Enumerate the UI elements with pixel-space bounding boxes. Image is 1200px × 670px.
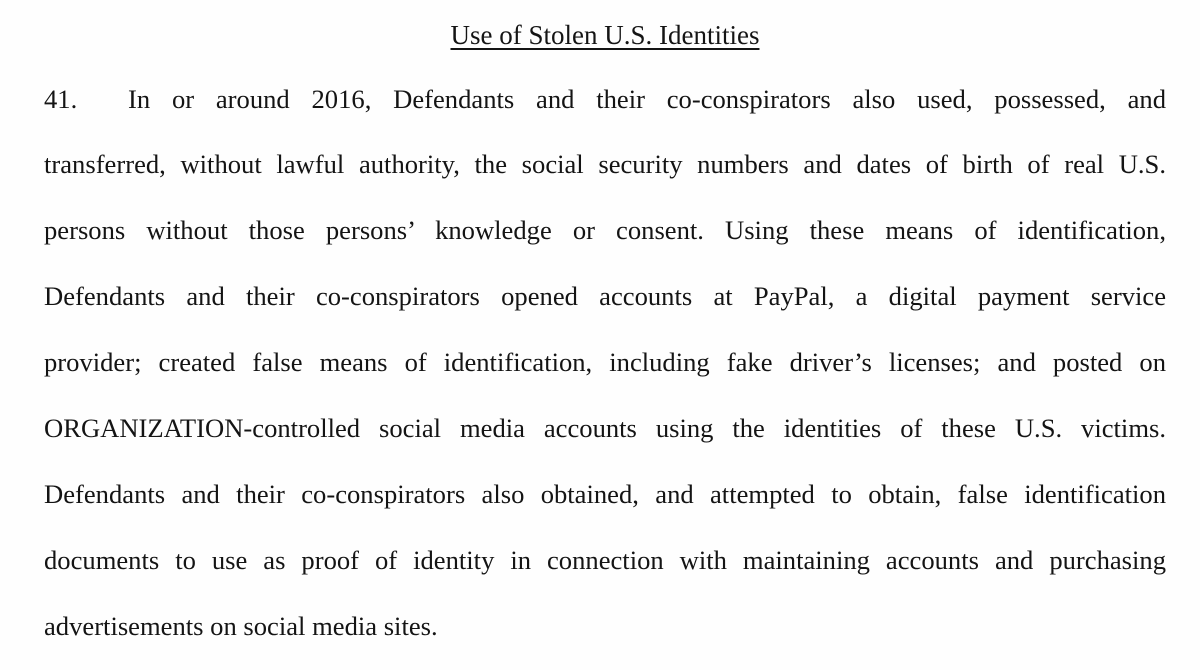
paragraph-line-6: ORGANIZATION-controlled social media accounts using the identities of these U.S. victims. [44,413,1166,443]
paragraph-line-7: Defendants and their co-conspirators also obtained, and attempted to obtain, false identification [44,479,1166,509]
paragraph-line-8: documents to use as proof of identity in connection with maintaining accounts and purchasing [44,545,1166,575]
paragraph-line-5: provider; created false means of identification, including fake driver’s licenses; and posted on [44,347,1166,377]
paragraph-line-9: advertisements on social media sites. [44,611,438,641]
paragraph-line-3: persons without those persons’ knowledge or consent. Using these means of identification, [44,215,1166,245]
paragraph-line-text: In or around 2016, Defendants and their co-conspirators also used, possessed, and [128,84,1166,114]
section-heading: Use of Stolen U.S. Identities [450,20,760,50]
paragraph-line-2: transferred, without lawful authority, the social security numbers and dates of birth of real U.S. [44,149,1166,179]
paragraph-line-1 [44,82,1166,116]
paragraph-line-4: Defendants and their co-conspirators opened accounts at PayPal, a digital payment service [44,281,1166,311]
paragraph-number: 41. [44,84,78,114]
